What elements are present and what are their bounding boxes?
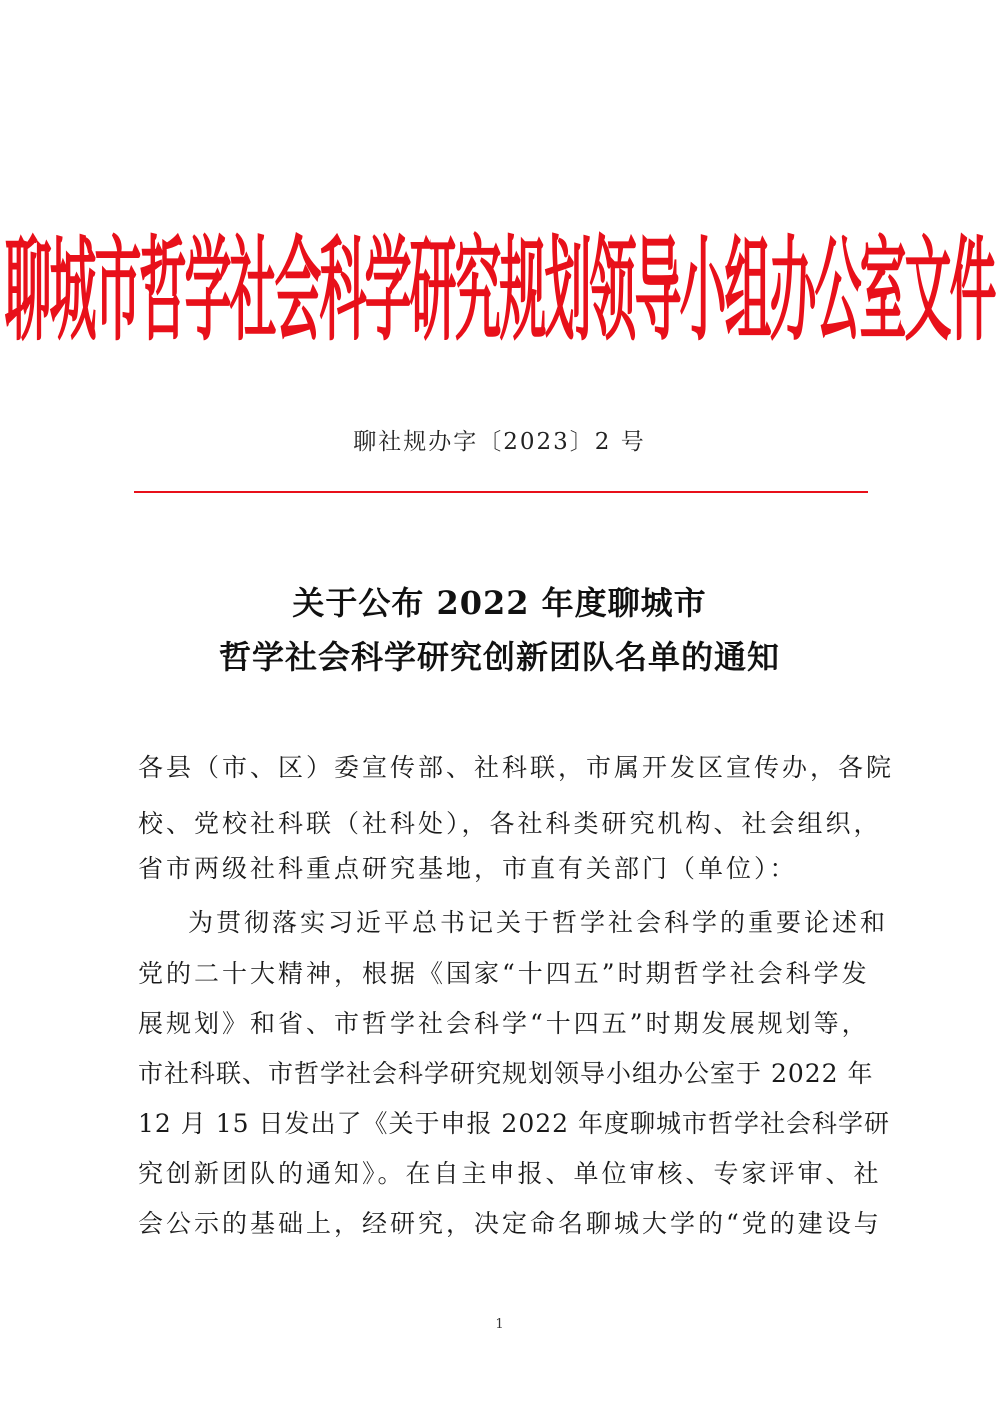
body-paragraph-line: 党的二十大精神，根据《国家“十四五”时期哲学社会科学发 xyxy=(138,959,870,988)
body-paragraph-line: 会公示的基础上，经研究，决定命名聊城大学的“党的建设与 xyxy=(138,1209,882,1238)
page-number: 1 xyxy=(495,1317,504,1332)
body-paragraph-line: 为贯彻落实习近平总书记关于哲学社会科学的重要论述和 xyxy=(188,908,889,937)
document-number: 聊社规办字〔2023〕2 号 xyxy=(353,429,646,455)
red-divider-line xyxy=(134,491,868,493)
addressee-line-1: 各县（市、区）委宣传部、社科联，市属开发区宣传办，各院 xyxy=(138,753,895,782)
issuing-office-title: 聊城市哲学社会科学研究规划领导小组办公室文件 xyxy=(4,228,995,358)
addressee-line-2: 校、党校社科联（社科处），各社科类研究机构、社会组织， xyxy=(138,809,882,838)
body-paragraph-line: 展规划》和省、市哲学社会科学“十四五”时期发展规划等， xyxy=(138,1009,870,1038)
notice-title-line-1: 关于公布 2022 年度聊城市 xyxy=(292,584,707,622)
notice-title-line-2: 哲学社会科学研究创新团队名单的通知 xyxy=(218,638,780,676)
body-paragraph-line: 市社科联、市哲学社会科学研究规划领导小组办公室于 2022 年 xyxy=(138,1059,874,1088)
body-paragraph-line: 12 月 15 日发出了《关于申报 2022 年度聊城市哲学社会科学研 xyxy=(138,1109,890,1138)
addressee-line-3: 省市两级社科重点研究基地，市直有关部门（单位）： xyxy=(138,854,798,883)
body-paragraph-line: 究创新团队的通知》。在自主申报、单位审核、专家评审、社 xyxy=(138,1159,882,1188)
red-header-banner xyxy=(0,228,999,358)
